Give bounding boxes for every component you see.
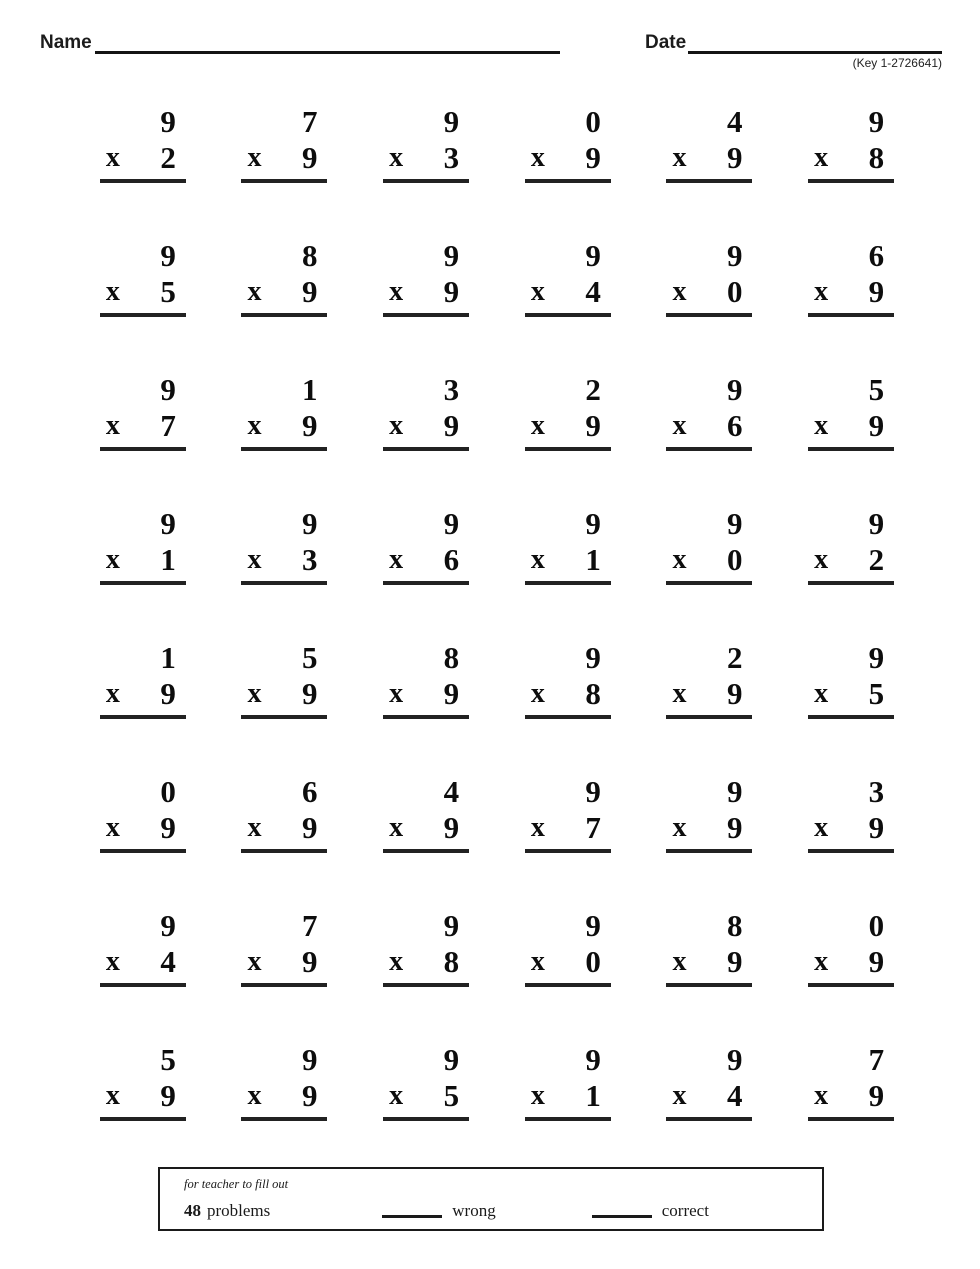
multiply-sign: x: [814, 678, 829, 709]
multiplicand: 9: [585, 1042, 601, 1077]
multiplier-row: [808, 676, 894, 719]
multiplication-problem: [666, 372, 752, 451]
multiplier: 9: [868, 944, 885, 979]
multiplicand: 0: [160, 774, 176, 809]
multiplier-row: [808, 274, 894, 317]
multiplier: 1: [585, 542, 601, 577]
teacher-note: for teacher to fill out: [184, 1177, 289, 1191]
multiplier: 2: [160, 140, 176, 175]
multiplier: 9: [301, 140, 318, 175]
multiplication-problem: [241, 372, 327, 451]
multiplier-row: [100, 810, 186, 853]
multiplier-row: [666, 542, 752, 585]
multiplier-row: [241, 542, 327, 585]
multiplier-row: [383, 140, 469, 183]
multiplier: 9: [301, 408, 318, 443]
multiply-sign: x: [530, 812, 545, 843]
multiplier: 8: [585, 676, 601, 711]
multiplier: 6: [443, 542, 460, 577]
multiplier: 9: [301, 274, 318, 309]
multiplier-row: [525, 944, 611, 987]
multiplier: 9: [160, 676, 176, 711]
multiplicand: 2: [726, 640, 743, 675]
multiplication-problem: [525, 640, 611, 719]
multiplier: 9: [301, 1078, 318, 1113]
multiplicand: 9: [443, 506, 460, 541]
multiplication-problem: [666, 774, 752, 853]
problems-grid: [72, 104, 922, 1121]
multiplication-problem: [808, 774, 894, 853]
multiplier: 9: [443, 810, 460, 845]
multiplier-row: [525, 676, 611, 719]
date-label: Date: [645, 32, 687, 53]
multiplicand: 5: [868, 372, 885, 407]
multiplication-problem: [666, 640, 752, 719]
multiplicand: 5: [160, 1042, 176, 1077]
multiply-sign: x: [247, 544, 262, 575]
multiply-sign: x: [530, 544, 545, 575]
multiplier: 9: [868, 810, 885, 845]
multiplication-problem: [525, 908, 611, 987]
multiply-sign: x: [814, 812, 829, 843]
multiplication-problem: [666, 104, 752, 183]
multiplier: 5: [443, 1078, 460, 1113]
multiplicand: 9: [726, 238, 743, 273]
name-label: Name: [40, 32, 92, 53]
multiplier-row: [100, 274, 186, 317]
multiplier-row: [241, 810, 327, 853]
correct-fill-line: [592, 1215, 652, 1218]
wrong-fill-line: [382, 1215, 442, 1218]
multiplier: 6: [726, 408, 743, 443]
multiplicand: 9: [160, 372, 176, 407]
multiply-sign: x: [247, 142, 262, 173]
multiplier: 9: [868, 408, 885, 443]
multiplier-row: [525, 542, 611, 585]
multiplicand: 9: [726, 1042, 743, 1077]
multiply-sign: x: [672, 544, 687, 575]
multiply-sign: x: [105, 142, 120, 173]
multiply-sign: x: [105, 1080, 120, 1111]
multiplicand: 9: [301, 506, 318, 541]
multiplier-row: [241, 676, 327, 719]
multiplier-row: [525, 274, 611, 317]
multiply-sign: x: [389, 946, 404, 977]
multiplier-row: [241, 274, 327, 317]
correct-label: correct: [661, 1201, 709, 1220]
multiplier: 9: [443, 408, 460, 443]
multiplier-row: [808, 542, 894, 585]
multiplier: 9: [726, 676, 743, 711]
multiplicand: 9: [301, 1042, 318, 1077]
multiplication-problem: [383, 1042, 469, 1121]
multiply-sign: x: [389, 544, 404, 575]
multiplicand: 9: [585, 640, 601, 675]
multiplicand: 2: [585, 372, 601, 407]
problem-count: 48: [184, 1201, 201, 1220]
multiplier: 9: [160, 810, 176, 845]
multiplication-problem: [100, 238, 186, 317]
multiplier-row: [241, 140, 327, 183]
multiplier-row: [383, 274, 469, 317]
multiplication-problem: [666, 1042, 752, 1121]
multiplication-problem: [808, 908, 894, 987]
multiply-sign: x: [247, 946, 262, 977]
multiplicand: 0: [585, 104, 601, 139]
multiplier: 9: [301, 676, 318, 711]
date-fill-line: [688, 51, 942, 54]
multiply-sign: x: [814, 410, 829, 441]
multiply-sign: x: [672, 142, 687, 173]
multiplier-row: [808, 408, 894, 451]
multiplier: 9: [726, 140, 743, 175]
multiply-sign: x: [105, 544, 120, 575]
multiplication-problem: [241, 908, 327, 987]
multiply-sign: x: [105, 946, 120, 977]
multiplier-row: [666, 810, 752, 853]
multiplicand: 9: [585, 238, 601, 273]
multiply-sign: x: [247, 1080, 262, 1111]
multiplier: 9: [585, 140, 601, 175]
multiplication-problem: [525, 104, 611, 183]
multiplier-row: [100, 542, 186, 585]
multiplier-row: [241, 944, 327, 987]
multiply-sign: x: [672, 946, 687, 977]
multiplication-problem: [666, 908, 752, 987]
multiplication-problem: [383, 640, 469, 719]
multiplicand: 1: [301, 372, 318, 407]
multiplier: 5: [868, 676, 885, 711]
multiplier-row: [808, 1078, 894, 1121]
multiplier-row: [100, 1078, 186, 1121]
multiplicand: 9: [868, 640, 885, 675]
multiply-sign: x: [247, 410, 262, 441]
multiplier: 4: [160, 944, 176, 979]
multiplicand: 1: [160, 640, 176, 675]
score-row: [184, 1201, 802, 1221]
multiplicand: 7: [868, 1042, 885, 1077]
multiplication-problem: [525, 372, 611, 451]
multiplier-row: [666, 274, 752, 317]
multiplier: 8: [443, 944, 460, 979]
multiplier-row: [100, 676, 186, 719]
multiplier-row: [808, 140, 894, 183]
multiplier-row: [666, 140, 752, 183]
multiplicand: 9: [443, 1042, 460, 1077]
multiply-sign: x: [247, 276, 262, 307]
teacher-score-box: [158, 1167, 824, 1231]
multiply-sign: x: [814, 544, 829, 575]
multiplier-row: [525, 408, 611, 451]
multiplicand: 9: [160, 238, 176, 273]
multiplicand: 0: [868, 908, 885, 943]
multiplication-problem: [383, 104, 469, 183]
multiplier-row: [100, 944, 186, 987]
multiply-sign: x: [672, 1080, 687, 1111]
multiplicand: 9: [868, 104, 885, 139]
multiply-sign: x: [530, 946, 545, 977]
multiplier-row: [525, 140, 611, 183]
multiplicand: 7: [301, 104, 318, 139]
multiply-sign: x: [530, 276, 545, 307]
multiplication-problem: [808, 104, 894, 183]
multiplier-row: [383, 676, 469, 719]
multiplication-problem: [383, 774, 469, 853]
multiply-sign: x: [814, 142, 829, 173]
multiplicand: 8: [443, 640, 460, 675]
multiply-sign: x: [105, 812, 120, 843]
multiplier: 9: [443, 676, 460, 711]
multiply-sign: x: [672, 276, 687, 307]
multiplicand: 9: [726, 506, 743, 541]
multiplier-row: [383, 542, 469, 585]
multiplier: 7: [160, 408, 176, 443]
multiply-sign: x: [530, 410, 545, 441]
multiply-sign: x: [814, 276, 829, 307]
multiply-sign: x: [389, 276, 404, 307]
multiplier: 4: [585, 274, 601, 309]
multiplication-problem: [383, 908, 469, 987]
multiply-sign: x: [247, 812, 262, 843]
multiplier-row: [808, 944, 894, 987]
multiplier: 0: [726, 542, 743, 577]
multiplier-row: [666, 944, 752, 987]
multiplication-problem: [241, 104, 327, 183]
multiplication-problem: [808, 640, 894, 719]
multiplier-row: [383, 810, 469, 853]
multiplicand: 9: [443, 238, 460, 273]
multiplicand: 9: [160, 104, 176, 139]
multiplier: 9: [301, 944, 318, 979]
multiplier-row: [525, 810, 611, 853]
multiply-sign: x: [530, 142, 545, 173]
multiplication-problem: [383, 238, 469, 317]
wrong-label: wrong: [452, 1201, 496, 1220]
multiplication-problem: [808, 372, 894, 451]
multiplier: 8: [868, 140, 885, 175]
multiplication-problem: [241, 506, 327, 585]
multiply-sign: x: [672, 678, 687, 709]
multiplier-row: [241, 408, 327, 451]
multiplier: 9: [726, 944, 743, 979]
multiplier-row: [525, 1078, 611, 1121]
multiplier-row: [383, 944, 469, 987]
multiplication-problem: [808, 1042, 894, 1121]
multiplication-problem: [666, 506, 752, 585]
multiply-sign: x: [389, 1080, 404, 1111]
multiply-sign: x: [389, 812, 404, 843]
problems-label: problems: [207, 1201, 271, 1220]
multiplicand: 9: [585, 506, 601, 541]
multiplier: 9: [443, 274, 460, 309]
multiplicand: 9: [868, 506, 885, 541]
multiplier: 9: [585, 408, 601, 443]
multiplication-problem: [525, 506, 611, 585]
multiply-sign: x: [814, 946, 829, 977]
multiplier: 9: [726, 810, 743, 845]
multiplication-problem: [241, 1042, 327, 1121]
multiplier: 4: [726, 1078, 743, 1113]
multiplier: 0: [726, 274, 743, 309]
multiply-sign: x: [105, 410, 120, 441]
multiplication-problem: [100, 908, 186, 987]
multiplicand: 9: [726, 372, 743, 407]
multiplier: 7: [585, 810, 601, 845]
name-fill-line: [95, 51, 560, 54]
multiplication-problem: [241, 238, 327, 317]
multiplicand: 4: [443, 774, 460, 809]
multiplicand: 8: [301, 238, 318, 273]
multiply-sign: x: [672, 812, 687, 843]
multiplicand: 6: [301, 774, 318, 809]
multiplier: 5: [160, 274, 176, 309]
multiplication-problem: [100, 640, 186, 719]
multiplier-row: [383, 1078, 469, 1121]
multiplier: 3: [301, 542, 318, 577]
multiplicand: 9: [585, 774, 601, 809]
multiply-sign: x: [389, 678, 404, 709]
multiply-sign: x: [247, 678, 262, 709]
multiplier: 9: [160, 1078, 176, 1113]
multiplier-row: [100, 140, 186, 183]
multiplier: 1: [585, 1078, 601, 1113]
multiply-sign: x: [389, 142, 404, 173]
multiplier: 9: [868, 274, 885, 309]
multiplication-problem: [525, 774, 611, 853]
multiplication-problem: [525, 1042, 611, 1121]
multiplier-row: [241, 1078, 327, 1121]
multiplication-problem: [100, 104, 186, 183]
multiplication-problem: [383, 506, 469, 585]
multiplicand: 7: [301, 908, 318, 943]
multiply-sign: x: [672, 410, 687, 441]
multiplier: 9: [301, 810, 318, 845]
worksheet-header: [40, 30, 942, 76]
multiplication-problem: [241, 774, 327, 853]
multiplier-row: [383, 408, 469, 451]
multiplication-problem: [100, 1042, 186, 1121]
multiply-sign: x: [105, 276, 120, 307]
multiplication-problem: [100, 506, 186, 585]
multiplicand: 9: [726, 774, 743, 809]
multiplier: 9: [868, 1078, 885, 1113]
multiplier-row: [666, 408, 752, 451]
multiply-sign: x: [814, 1080, 829, 1111]
multiplier-row: [808, 810, 894, 853]
multiplication-problem: [808, 238, 894, 317]
multiply-sign: x: [389, 410, 404, 441]
multiplicand: 9: [585, 908, 601, 943]
multiply-sign: x: [530, 678, 545, 709]
worksheet-key: (Key 1-2726641): [852, 56, 942, 70]
multiplication-problem: [241, 640, 327, 719]
multiplicand: 9: [443, 908, 460, 943]
multiplier-row: [100, 408, 186, 451]
multiplication-problem: [383, 372, 469, 451]
multiplier-row: [666, 676, 752, 719]
multiplication-problem: [808, 506, 894, 585]
multiplier-row: [666, 1078, 752, 1121]
multiplicand: 3: [443, 372, 460, 407]
multiplication-problem: [100, 372, 186, 451]
multiplicand: 5: [301, 640, 318, 675]
multiplication-problem: [525, 238, 611, 317]
multiplicand: 6: [868, 238, 885, 273]
multiplicand: 9: [443, 104, 460, 139]
multiplier: 3: [443, 140, 460, 175]
multiply-sign: x: [105, 678, 120, 709]
multiplicand: 8: [726, 908, 743, 943]
multiplicand: 3: [868, 774, 885, 809]
multiplication-problem: [100, 774, 186, 853]
multiplier: 0: [585, 944, 601, 979]
multiplicand: 9: [160, 908, 176, 943]
multiply-sign: x: [530, 1080, 545, 1111]
multiplier: 1: [160, 542, 176, 577]
multiplicand: 9: [160, 506, 176, 541]
multiplication-problem: [666, 238, 752, 317]
multiplicand: 4: [726, 104, 743, 139]
multiplier: 2: [868, 542, 885, 577]
